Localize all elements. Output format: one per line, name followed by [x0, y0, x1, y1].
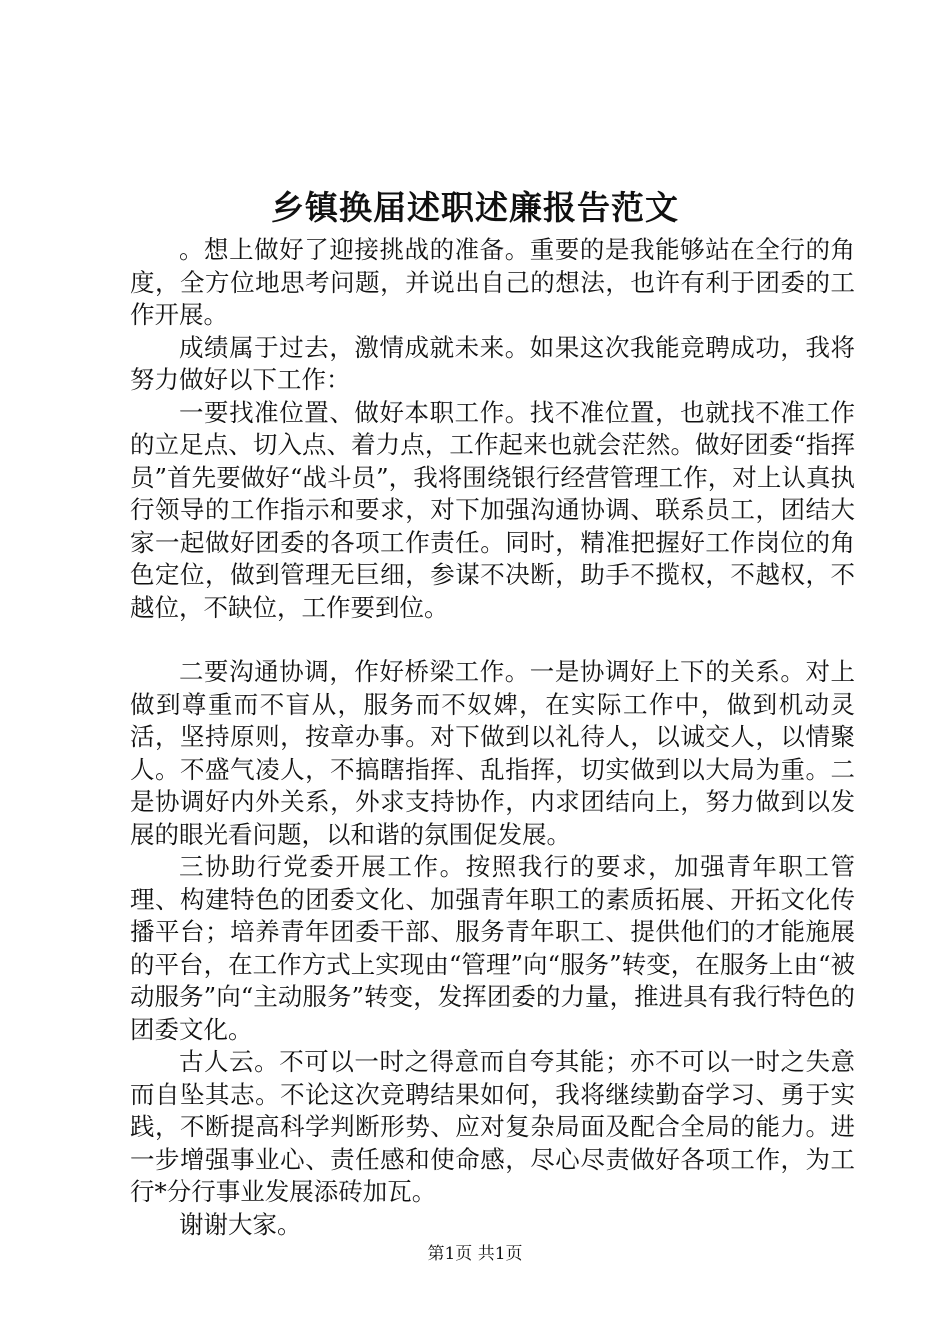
paragraph-point-one: 一要找准位置、做好本职工作。找不准位置，也就找不准工作的立足点、切入点、着力点，工作起来也就会茫然。做好团委“指挥员”首先要做好“战斗员”，我将围绕银行经营管理工作，对上认真执行领导的工作指示和要求，对下加强沟通协调、联系员工，团结大家一起做好团委的各项工作责任。同时，精准把握好工作岗位的角色定位，做到管理无巨细，参谋不决断，助手不揽权，不越权，不越位，不缺位，工作要到位。 — [130, 397, 855, 622]
document-body — [130, 234, 855, 1241]
paragraph-point-two: 二要沟通协调，作好桥梁工作。一是协调好上下的关系。对上做到尊重而不盲从，服务而不奴婢，在实际工作中，做到机动灵活，坚持原则，按章办事。对下做到以礼待人，以诚交人，以情聚人。不盛气凌人，不搞瞎指挥、乱指挥，切实做到以大局为重。二是协调好内外关系，外求支持协作，内求团结向上，努力做到以发展的眼光看问题，以和谐的氛围促发展。 — [130, 657, 855, 849]
paragraph-point-three: 三协助行党委开展工作。按照我行的要求，加强青年职工管理、构建特色的团委文化、加强青年职工的素质拓展、开拓文化传播平台；培养青年团委干部、服务青年职工、提供他们的才能施展的平台，在工作方式上实现由“管理”向“服务”转变，在服务上由“被动服务”向“主动服务”转变，发挥团委的力量，推进具有我行特色的团委文化。 — [130, 852, 855, 1044]
document-title: 乡镇换届述职述廉报告范文 — [271, 188, 679, 227]
paragraph-thanks: 谢谢大家。 — [179, 1209, 302, 1239]
paragraph-commitment: 成绩属于过去，激情成就未来。如果这次我能竞聘成功，我将努力做好以下工作： — [130, 332, 855, 394]
paragraph-closing: 古人云。不可以一时之得意而自夸其能；亦不可以一时之失意而自坠其志。不论这次竞聘结果如何，我将继续勤奋学习、勇于实践，不断提高科学判断形势、应对复杂局面及配合全局的能力。进一步增强事业心、责任感和使命感，尽心尽责做好各项工作，为工行*分行事业发展添砖加瓦。 — [130, 1047, 855, 1206]
page-footer: 第1页 共1页 — [427, 1244, 523, 1264]
paragraph-intro: 。想上做好了迎接挑战的准备。重要的是我能够站在全行的角度，全方位地思考问题，并说出自己的想法，也许有利于团委的工作开展。 — [130, 235, 855, 329]
